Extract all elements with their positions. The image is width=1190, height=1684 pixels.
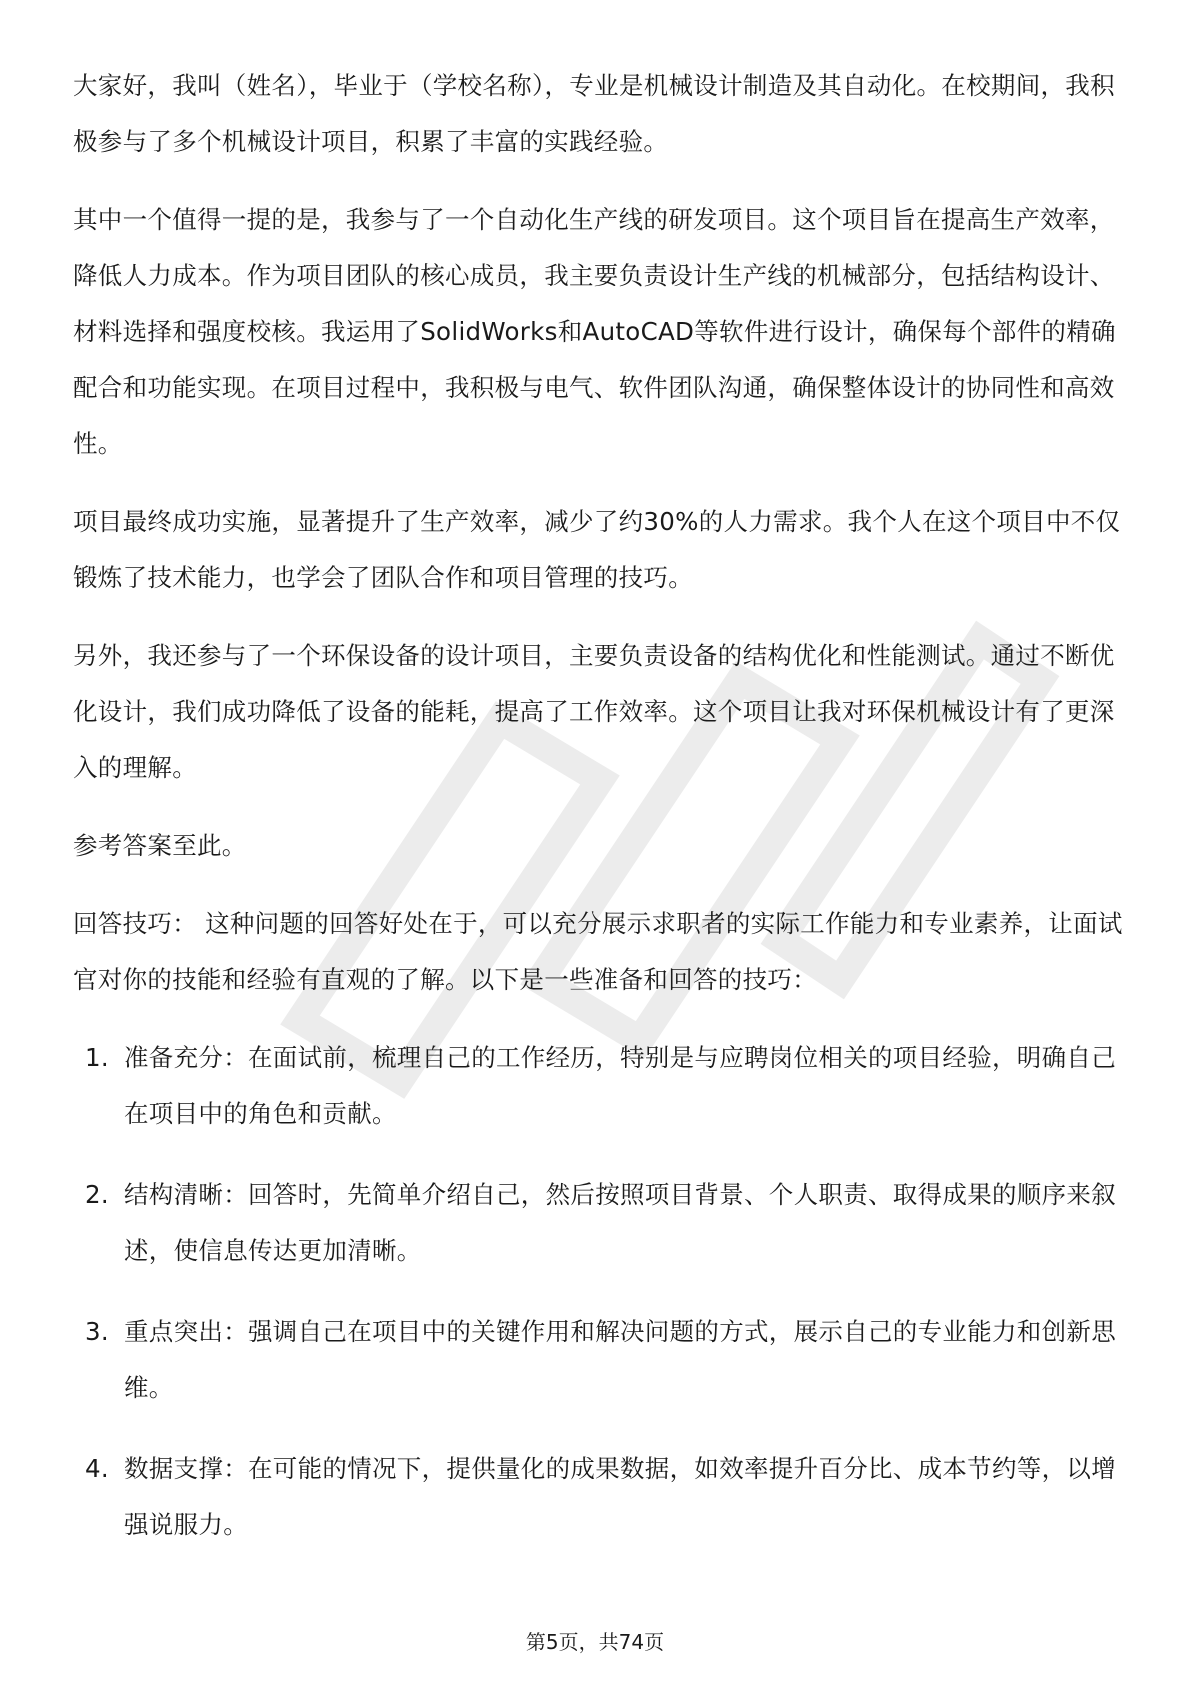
list-item-number: 2. <box>85 1180 109 1209</box>
paragraph-tips-intro: 回答技巧： 这种问题的回答好处在于，可以充分展示求职者的实际工作能力和专业素养，让面试官对你的技能和经验有直观的了解。以下是一些准备和回答的技巧： <box>73 909 1123 994</box>
paragraph-intro: 大家好，我叫（姓名），毕业于（学校名称），专业是机械设计制造及其自动化。在校期间，我积极参与了多个机械设计项目，积累了丰富的实践经验。 <box>73 71 1115 156</box>
paragraph-result: 项目最终成功实施，显著提升了生产效率，减少了约30%的人力需求。我个人在这个项目中不仅锻炼了技术能力，也学会了团队合作和项目管理的技巧。 <box>73 507 1121 592</box>
list-item <box>73 1030 1123 1142</box>
list-item-number: 3. <box>85 1317 109 1346</box>
paragraph-project-one: 其中一个值得一提的是，我参与了一个自动化生产线的研发项目。这个项目旨在提高生产效率，降低人力成本。作为项目团队的核心成员，我主要负责设计生产线的机械部分，包括结构设计、材料选择和强度校核。我运用了SolidWorks和AutoCAD等软件进行设计，确保每个部件的精确配合和功能实现。在项目过程中，我积极与电气、软件团队沟通，确保整体设计的协同性和高效性。 <box>73 205 1116 458</box>
list-item-text: 重点突出：强调自己在项目中的关键作用和解决问题的方式，展示自己的专业能力和创新思维。 <box>124 1317 1116 1402</box>
list-item-text: 准备充分：在面试前，梳理自己的工作经历，特别是与应聘岗位相关的项目经验，明确自己在项目中的角色和贡献。 <box>124 1043 1116 1128</box>
list-item-text: 结构清晰：回答时，先简单介绍自己，然后按照项目背景、个人职责、取得成果的顺序来叙述，使信息传达更加清晰。 <box>124 1180 1116 1265</box>
list-item-number: 1. <box>85 1043 109 1072</box>
list-item-number: 4. <box>85 1454 109 1483</box>
list-item <box>73 1304 1123 1416</box>
list-item-text: 数据支撑：在可能的情况下，提供量化的成果数据，如效率提升百分比、成本节约等，以增强说服力。 <box>124 1454 1116 1539</box>
document-body <box>73 58 1123 1578</box>
paragraph-end-note: 参考答案至此。 <box>73 831 247 860</box>
paragraph-project-two: 另外，我还参与了一个环保设备的设计项目，主要负责设备的结构优化和性能测试。通过不断优化设计，我们成功降低了设备的能耗，提高了工作效率。这个项目让我对环保机械设计有了更深入的理解。 <box>73 641 1115 782</box>
list-item <box>73 1441 1123 1553</box>
list-item <box>73 1167 1123 1279</box>
tips-list <box>73 1030 1123 1553</box>
page-number-footer: 第5页，共74页 <box>525 1630 665 1654</box>
